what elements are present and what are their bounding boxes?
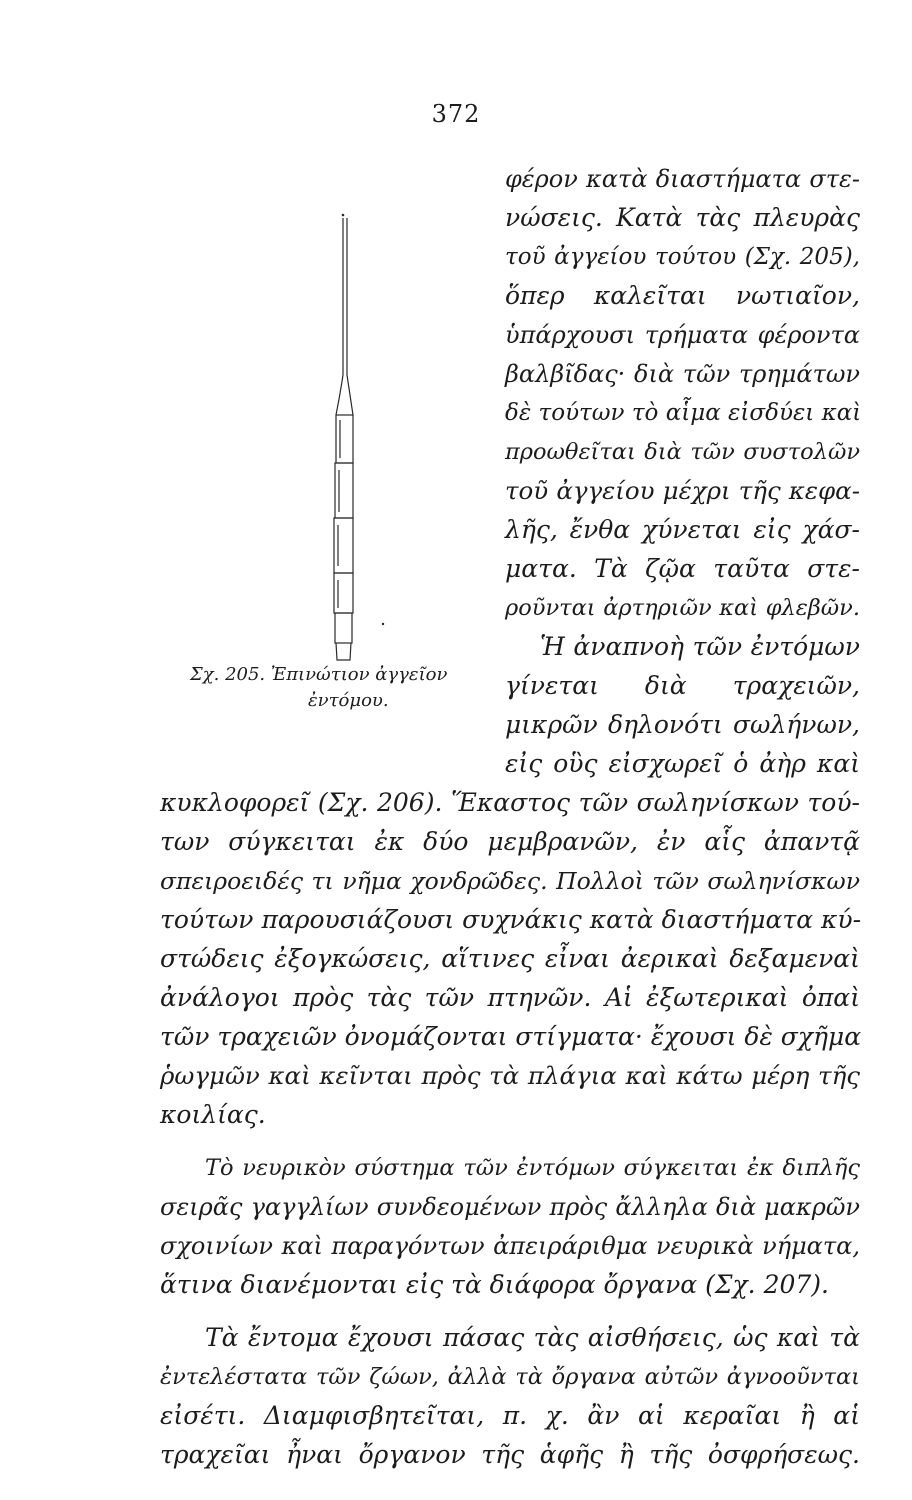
text-line: ροῦνται ἀρτηριῶν καὶ φλεβῶν. bbox=[505, 595, 860, 621]
text-line: ἀνάλογοι πρὸς τὰς τῶν πτηνῶν. Αἱ ἐξωτερικαὶ ὀπαὶ bbox=[160, 983, 860, 1012]
text-line: Τὰ ἔντομα ἔχουσι πάσας τὰς αἰσθήσεις, ὡς καὶ τὰ bbox=[205, 1323, 860, 1352]
text-line: Τὸ νευρικὸν σύστημα τῶν ἐντόμων σύγκειται ἐκ διπλῆς bbox=[205, 1155, 860, 1181]
text-line: τῶν τραχειῶν ὀνομάζονται στίγματα· ἔχουσι δὲ σχῆμα bbox=[160, 1022, 862, 1051]
text-line: τοῦ ἀγγείου μέχρι τῆς κεφα- bbox=[505, 476, 860, 505]
figure-caption bbox=[190, 662, 490, 714]
text-line: προωθεῖται διὰ τῶν συστολῶν bbox=[505, 439, 860, 465]
text-line: εἰς οὓς εἰσχωρεῖ ὁ ἀὴρ καὶ bbox=[505, 749, 860, 778]
text-line: στώδεις ἐξογκώσεις, αἵτινες εἶναι ἀερικαὶ δεξαμεναὶ bbox=[160, 944, 860, 973]
text-line: κοιλίας. bbox=[160, 1100, 266, 1129]
text-line: ἅτινα διανέμονται εἰς τὰ διάφορα ὄργανα (Σχ. 207). bbox=[160, 1270, 829, 1299]
text-line: βαλβῖδας· διὰ τῶν τρημάτων bbox=[505, 360, 860, 388]
text-line: σπειροειδές τι νῆμα χονδρῶδες. Πολλοὶ τῶν σωληνίσκων bbox=[160, 867, 860, 895]
figure-caption-line2: ἐντόμου. bbox=[308, 690, 389, 711]
text-line: ῥωγμῶν καὶ κεῖνται πρὸς τὰ πλάγια καὶ κάτω μέρη τῆς bbox=[160, 1061, 860, 1090]
text-line: τοῦ ἀγγείου τούτου (Σχ. 205), bbox=[505, 244, 860, 270]
text-line: δὲ τούτων τὸ αἷμα εἰσδύει καὶ bbox=[505, 400, 862, 426]
text-line: Ἡ ἀναπνοὴ τῶν ἐντόμων bbox=[540, 632, 860, 661]
figure-caption-line1: Σχ. 205. Ἐπινώτιον ἀγγεῖον bbox=[190, 664, 448, 685]
insect-dorsal-vessel-illustration bbox=[300, 200, 410, 670]
text-line: μικρῶν δηλονότι σωλήνων, bbox=[505, 710, 860, 739]
text-line: ἐντελέστατα τῶν ζώων, ἀλλὰ τὰ ὄργανα αὐτῶν ἀγνοοῦνται bbox=[160, 1364, 860, 1390]
text-line: νώσεις. Κατὰ τὰς πλευρὰς bbox=[505, 203, 860, 232]
page-number: 372 bbox=[431, 100, 481, 128]
text-line: ὅπερ καλεῖται νωτιαῖον, bbox=[505, 281, 860, 310]
text-line: σειρᾶς γαγγλίων συνδεομένων πρὸς ἄλληλα διὰ μακρῶν bbox=[160, 1193, 860, 1221]
text-line: φέρον κατὰ διαστήματα στε- bbox=[505, 165, 860, 193]
text-line: τούτων παρουσιάζουσι συχνάκις κατὰ διαστήματα κύ- bbox=[160, 905, 862, 934]
text-line: λῆς, ἔνθα χύνεται εἰς χάσ- bbox=[505, 515, 860, 544]
text-line: γίνεται διὰ τραχειῶν, bbox=[505, 671, 860, 700]
text-line: εἰσέτι. Διαμφισβητεῖται, π. χ. ἂν αἱ κεραῖαι ἢ αἱ bbox=[160, 1401, 860, 1430]
text-line: κυκλοφορεῖ (Σχ. 206). Ἕκαστος τῶν σωληνίσκων τού- bbox=[160, 788, 860, 817]
text-line: των σύγκειται ἐκ δύο μεμβρανῶν, ἐν αἷς ἀπαντᾷ bbox=[160, 827, 860, 856]
text-line: σχοινίων καὶ παραγόντων ἀπειράριθμα νευρικὰ νήματα, bbox=[160, 1232, 860, 1260]
text-line: ματα. Τὰ ζῷα ταῦτα στε- bbox=[505, 554, 860, 583]
text-line: τραχεῖαι ἦναι ὄργανον τῆς ἁφῆς ἢ τῆς ὀσφρήσεως. bbox=[160, 1440, 860, 1469]
text-line: ὑπάρχουσι τρήματα φέροντα bbox=[505, 321, 860, 349]
